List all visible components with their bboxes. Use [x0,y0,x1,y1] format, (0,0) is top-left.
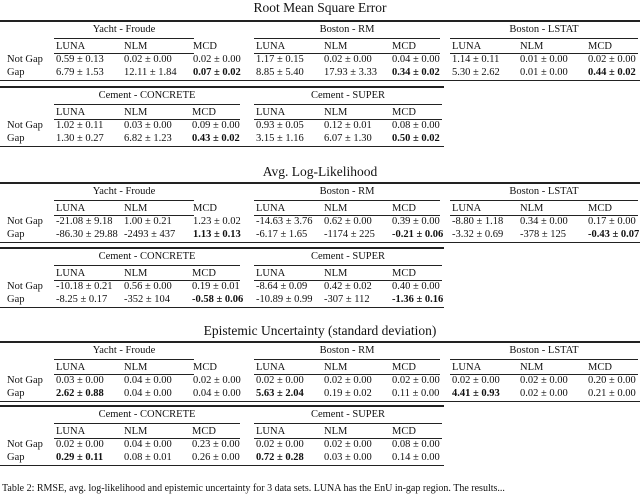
table-cell: -2493 ± 437 [124,228,176,240]
column-header-nlm: NLM [520,203,544,214]
column-header-mcd: MCD [192,107,216,118]
column-header-mcd: MCD [192,268,216,279]
table-cell: 2.62 ± 0.88 [56,387,104,399]
group-header: Boston - RM [319,186,375,197]
table-cell: 0.02 ± 0.00 [324,375,372,386]
column-header-mcd: MCD [193,362,217,373]
column-header-luna: LUNA [452,203,482,214]
group-header-rule [54,104,240,105]
table-cell: 0.93 ± 0.05 [256,120,304,131]
column-header-luna: LUNA [56,107,86,118]
table-cell: 0.72 ± 0.28 [256,451,304,463]
table-cell: 0.04 ± 0.00 [124,375,172,386]
table-cell: 0.02 ± 0.00 [520,375,568,386]
row-label: Not Gap [7,281,43,292]
column-header-nlm: NLM [324,203,348,214]
column-header-luna: LUNA [56,426,86,437]
table-cell: 0.50 ± 0.02 [392,132,440,144]
row-label: Not Gap [7,120,43,131]
column-header-nlm: NLM [324,107,348,118]
column-header-luna: LUNA [256,107,286,118]
table-cell: 0.01 ± 0.00 [520,66,568,78]
table-caption: Table 2: RMSE, avg. log-likelihood and epistemic uncertainty for 3 data sets. LUNA has the EnU in-gap region. The results... [2,483,505,494]
table-cell: 0.21 ± 0.00 [588,387,636,399]
table-cell: 0.02 ± 0.00 [452,375,500,386]
table-cell: 1.00 ± 0.21 [124,216,172,227]
table-cell: 0.34 ± 0.02 [392,66,440,78]
row-label: Gap [7,66,25,78]
row-label: Gap [7,387,25,399]
section-title: Epistemic Uncertainty (standard deviation) [203,323,437,338]
table-cell: 0.34 ± 0.00 [520,216,568,227]
table-cell: 0.44 ± 0.02 [588,66,636,78]
row-label: Gap [7,293,25,305]
table-cell: -8.80 ± 1.18 [452,216,504,227]
table-top-rule [0,20,640,22]
table-cell: -307 ± 112 [324,293,370,305]
table-cell: 0.14 ± 0.00 [392,451,440,463]
table-bottom-rule [0,465,444,466]
column-header-luna: LUNA [452,362,482,373]
table-cell: 5.30 ± 2.62 [452,66,500,78]
table-cell: -8.25 ± 0.17 [56,293,108,305]
table-top-rule [0,405,444,407]
table-cell: -10.89 ± 0.99 [256,293,313,305]
group-header-rule [54,359,194,360]
section-title: Avg. Log-Likelihood [262,164,378,179]
table-cell: 0.62 ± 0.00 [324,216,372,227]
table-cell: 5.63 ± 2.04 [256,387,304,399]
table-top-rule [0,86,444,88]
table-cell: 0.02 ± 0.00 [324,54,372,65]
group-header-rule [254,359,440,360]
table-cell: 0.03 ± 0.00 [324,451,372,463]
table-cell: 0.02 ± 0.00 [588,54,636,65]
group-header: Yacht - Froude [92,345,156,356]
table-bottom-rule [0,146,444,147]
table-cell: 0.02 ± 0.00 [56,439,104,450]
group-header-rule [54,38,194,39]
group-header: Cement - CONCRETE [98,251,196,262]
group-header: Boston - LSTAT [509,345,579,356]
group-header: Cement - CONCRETE [98,90,196,101]
column-header-nlm: NLM [324,426,348,437]
group-header-rule [54,423,240,424]
table-bottom-rule [0,401,640,402]
row-label: Not Gap [7,216,43,227]
table-cell: 0.59 ± 0.13 [56,54,104,65]
column-header-luna: LUNA [256,362,286,373]
table-cell: 1.30 ± 0.27 [56,132,104,144]
group-header-rule [254,200,440,201]
table-cell: 0.02 ± 0.00 [256,439,304,450]
row-label: Gap [7,451,25,463]
table-bottom-rule [0,80,640,81]
column-header-luna: LUNA [56,203,86,214]
table-cell: 0.29 ± 0.11 [56,451,104,463]
column-header-luna: LUNA [452,41,482,52]
table-cell: 1.17 ± 0.15 [256,54,304,65]
table-cell: -8.64 ± 0.09 [256,281,308,292]
group-header-rule [254,104,442,105]
column-header-nlm: NLM [520,41,544,52]
column-header-luna: LUNA [56,41,86,52]
table-cell: 0.23 ± 0.00 [192,439,240,450]
table-cell: 0.04 ± 0.00 [124,439,172,450]
table-cell: 1.23 ± 0.02 [193,216,241,227]
table-cell: 0.19 ± 0.02 [324,387,372,399]
column-header-nlm: NLM [124,426,148,437]
table-cell: 0.17 ± 0.00 [588,216,636,227]
table-cell: 0.08 ± 0.01 [124,451,172,463]
group-header: Yacht - Froude [92,24,156,35]
table-cell: 0.03 ± 0.00 [56,375,104,386]
column-header-nlm: NLM [324,362,348,373]
group-header: Cement - SUPER [310,90,386,101]
table-top-rule [0,182,640,184]
table-cell: 0.08 ± 0.00 [392,120,440,131]
table-cell: 0.02 ± 0.00 [256,375,304,386]
table-cell: 0.02 ± 0.00 [193,375,241,386]
table-cell: 0.02 ± 0.00 [124,54,172,65]
table-cell: 1.14 ± 0.11 [452,54,500,65]
table-cell: -378 ± 125 [520,228,567,240]
column-header-luna: LUNA [256,426,286,437]
table-cell: -0.58 ± 0.06 [192,293,244,305]
table-cell: -3.32 ± 0.69 [452,228,504,240]
table-cell: 6.07 ± 1.30 [324,132,372,144]
column-header-luna: LUNA [256,203,286,214]
column-header-nlm: NLM [124,203,148,214]
row-label: Not Gap [7,375,43,386]
row-label: Gap [7,132,25,144]
section-title: Root Mean Square Error [253,0,387,15]
table-top-rule [0,247,444,249]
group-header-rule [450,200,638,201]
table-cell: 0.11 ± 0.00 [392,387,440,399]
table-cell: 0.43 ± 0.02 [192,132,240,144]
group-header: Cement - SUPER [310,409,386,420]
column-header-mcd: MCD [193,203,217,214]
table-cell: 0.40 ± 0.00 [392,281,440,292]
group-header: Boston - RM [319,24,375,35]
table-cell: 0.19 ± 0.01 [192,281,240,292]
table-cell: 0.04 ± 0.00 [193,387,241,399]
table-cell: 0.02 ± 0.00 [193,54,241,65]
table-cell: 12.11 ± 1.84 [124,66,177,78]
column-header-nlm: NLM [124,268,148,279]
column-header-mcd: MCD [193,41,217,52]
table-cell: -352 ± 104 [124,293,171,305]
group-header-rule [450,359,638,360]
column-header-nlm: NLM [324,41,348,52]
table-cell: 0.02 ± 0.00 [520,387,568,399]
row-label: Not Gap [7,54,43,65]
table-cell: 0.01 ± 0.00 [520,54,568,65]
table-cell: 0.04 ± 0.00 [124,387,172,399]
group-header: Boston - LSTAT [509,24,579,35]
table-cell: 1.13 ± 0.13 [193,228,241,240]
row-label: Gap [7,228,25,240]
table-top-rule [0,341,640,343]
column-header-mcd: MCD [588,41,612,52]
column-header-luna: LUNA [56,268,86,279]
column-header-mcd: MCD [392,203,416,214]
column-header-mcd: MCD [392,107,416,118]
column-header-luna: LUNA [56,362,86,373]
table-cell: 0.07 ± 0.02 [193,66,241,78]
table-bottom-rule [0,307,444,308]
table-cell: 4.41 ± 0.93 [452,387,500,399]
table-cell: 0.26 ± 0.00 [192,451,240,463]
table-cell: 0.39 ± 0.00 [392,216,440,227]
column-header-mcd: MCD [588,362,612,373]
table-cell: -0.43 ± 0.07 [588,228,640,240]
column-header-luna: LUNA [256,41,286,52]
group-header: Yacht - Froude [92,186,156,197]
column-header-luna: LUNA [256,268,286,279]
table-cell: -0.21 ± 0.06 [392,228,444,240]
table-cell: -1.36 ± 0.16 [392,293,444,305]
column-header-nlm: NLM [324,268,348,279]
table-cell: -6.17 ± 1.65 [256,228,308,240]
table-cell: 3.15 ± 1.16 [256,132,304,144]
column-header-mcd: MCD [392,426,416,437]
table-cell: -21.08 ± 9.18 [56,216,113,227]
column-header-mcd: MCD [588,203,612,214]
table-cell: 6.79 ± 1.53 [56,66,104,78]
table-cell: 6.82 ± 1.23 [124,132,172,144]
table-cell: 0.02 ± 0.00 [392,375,440,386]
table-cell: 17.93 ± 3.33 [324,66,378,78]
table-cell: 0.56 ± 0.00 [124,281,172,292]
group-header-rule [254,38,440,39]
group-header: Boston - RM [319,345,375,356]
group-header-rule [54,265,240,266]
group-header-rule [254,423,442,424]
column-header-nlm: NLM [124,41,148,52]
column-header-mcd: MCD [392,41,416,52]
table-bottom-rule [0,242,640,243]
group-header: Cement - CONCRETE [98,409,196,420]
table-cell: -86.30 ± 29.88 [56,228,118,240]
column-header-mcd: MCD [392,362,416,373]
table-cell: 0.42 ± 0.02 [324,281,372,292]
group-header-rule [450,38,638,39]
table-cell: 1.02 ± 0.11 [56,120,104,131]
group-header: Cement - SUPER [310,251,386,262]
column-header-nlm: NLM [124,107,148,118]
table-cell: 0.12 ± 0.01 [324,120,372,131]
table-cell: 8.85 ± 5.40 [256,66,304,78]
table-cell: -14.63 ± 3.76 [256,216,313,227]
table-cell: -10.18 ± 0.21 [56,281,113,292]
group-header-rule [254,265,442,266]
group-header-rule [54,200,194,201]
table-cell: -1174 ± 225 [324,228,375,240]
row-label: Not Gap [7,439,43,450]
group-header: Boston - LSTAT [509,186,579,197]
column-header-mcd: MCD [392,268,416,279]
table-cell: 0.04 ± 0.00 [392,54,440,65]
column-header-nlm: NLM [124,362,148,373]
table-cell: 0.09 ± 0.00 [192,120,240,131]
table-cell: 0.03 ± 0.00 [124,120,172,131]
table-cell: 0.08 ± 0.00 [392,439,440,450]
column-header-nlm: NLM [520,362,544,373]
table-cell: 0.20 ± 0.00 [588,375,636,386]
table-cell: 0.02 ± 0.00 [324,439,372,450]
column-header-mcd: MCD [192,426,216,437]
